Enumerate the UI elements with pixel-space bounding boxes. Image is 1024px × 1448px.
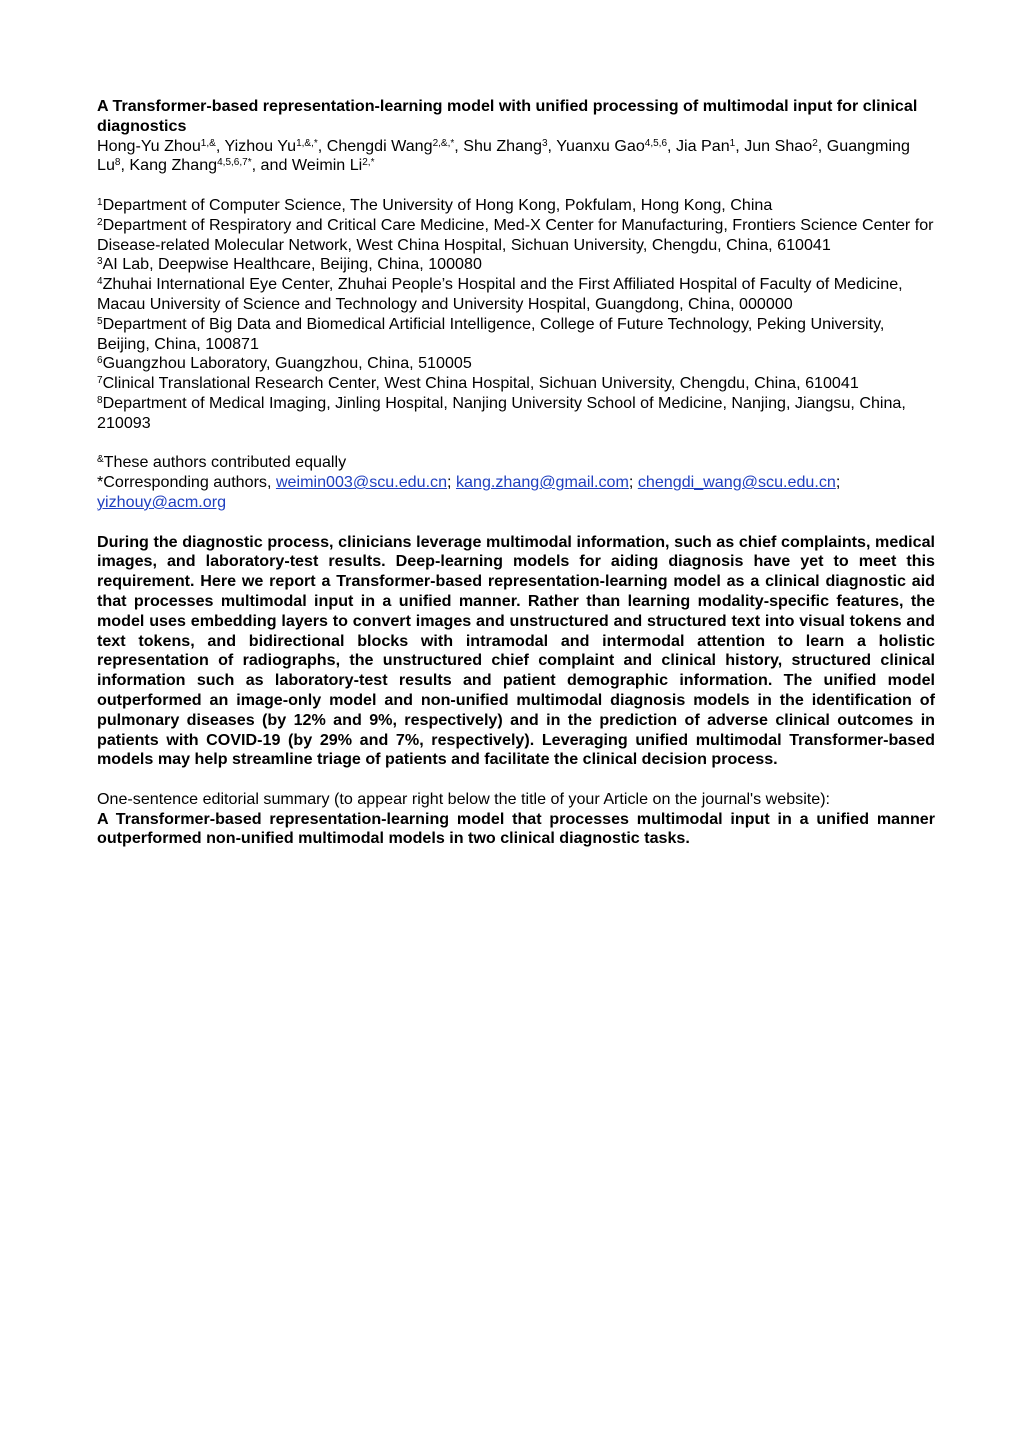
author-2-affil: 1,&,* <box>296 137 318 149</box>
author-10-affil: 2,* <box>362 157 375 169</box>
author-separator: , <box>215 136 225 155</box>
author-8: Guangming Lu <box>97 136 910 175</box>
author-5-affil: 4,5,6 <box>644 137 668 149</box>
affiliation-text: Department of Medical Imaging, Jinling Hospital, Nanjing University School of Medicine, Nanjing, Jiangsu, China, 210093 <box>97 393 906 432</box>
author-9: Kang Zhang <box>129 156 218 175</box>
author-4-affil: 3 <box>541 137 548 149</box>
author-separator: , <box>317 136 327 155</box>
affiliation-number: 7 <box>97 375 103 387</box>
affiliation-3 <box>97 255 935 275</box>
abstract: During the diagnostic process, clinicians leverage multimodal information, such as chief complaints, medical images, and laboratory-test results. Deep-learning models for aiding diagnosis have yet to meet this requirement. Here we report a Transformer-based representation-learning model as a clinical diagnostic aid that processes multimodal input in a unified manner. Rather than learning modality-specific features, the model uses embedding layers to convert images and unstructured and structured text into visual tokens and text tokens, and bidirectional blocks with intramodal and intermodal attention to learn a holistic representation of radiographs, the unstructured chief complaint and clinical history, structured clinical information such as laboratory-test results and patient demographic information. The unified model outperformed an image-only model and non-unified multimodal diagnosis models in the identification of pulmonary diseases (by 12% and 9%, respectively) and in the prediction of adverse clinical outcomes in patients with COVID-19 (by 29% and 7%, respectively). Leveraging unified multimodal Transformer-based models may help streamline triage of patients and facilitate the clinical decision process. <box>97 532 935 769</box>
affiliation-7 <box>97 374 935 394</box>
affiliation-4 <box>97 275 935 315</box>
author-9-affil: 4,5,6,7* <box>217 157 252 169</box>
author-separator: , <box>120 156 130 175</box>
affiliation-number: 3 <box>97 256 103 268</box>
author-1: Hong-Yu Zhou <box>97 136 201 155</box>
affiliation-text: Zhuhai International Eye Center, Zhuhai People’s Hospital and the First Affiliated Hospital of Faculty of Medicine, Macau University of Science and Technology and University Hospital, Guangdong, China, 000000 <box>97 275 903 313</box>
affiliation-number: 2 <box>97 216 103 228</box>
author-5: Yuanxu Gao <box>556 136 645 155</box>
author-6-affil: 1 <box>729 137 736 149</box>
author-7-affil: 2 <box>812 137 818 149</box>
author-3-affil: 2,&,* <box>432 137 455 149</box>
affiliation-number: 8 <box>97 394 103 406</box>
affiliation-list <box>97 196 935 434</box>
affiliation-6 <box>97 354 935 374</box>
affiliation-text: Department of Big Data and Biomedical Artificial Intelligence, College of Future Technology, Peking University, Beijing, China, 100871 <box>97 314 885 353</box>
affiliation-1 <box>97 196 935 216</box>
author-10: Weimin Li <box>291 156 363 175</box>
corresponding-authors-note: *Corresponding authors, weimin003@scu.edu.cn; kang.zhang@gmail.com; chengdi_wang@scu.edu.cn; yizhouy@acm.org <box>97 473 841 511</box>
summary-intro: One-sentence editorial summary (to appear right below the title of your Article on the journal's website): <box>97 789 831 808</box>
author-list <box>97 137 935 177</box>
author-3: Chengdi Wang <box>326 136 433 155</box>
author-separator: , <box>547 136 557 155</box>
equal-contribution-note <box>97 453 935 473</box>
affiliation-8 <box>97 394 935 434</box>
author-1-affil: 1,& <box>200 137 216 149</box>
author-separator: , <box>667 136 676 155</box>
author-6: Jia Pan <box>675 136 730 155</box>
author-8-affil: 8 <box>114 157 121 169</box>
email-link-chengdi[interactable]: chengdi_wang@scu.edu.cn <box>637 473 836 492</box>
author-7: Jun Shao <box>744 136 813 155</box>
affiliation-number: 5 <box>97 315 103 327</box>
email-link-weimin[interactable]: weimin003@scu.edu.cn <box>275 473 448 492</box>
paper-page <box>97 97 935 849</box>
author-separator: , <box>454 136 464 155</box>
affiliation-2 <box>97 216 935 256</box>
affiliation-number: 1 <box>97 196 103 208</box>
author-separator: , and <box>251 156 292 175</box>
author-separator: , <box>817 136 827 155</box>
author-4: Shu Zhang <box>463 136 542 155</box>
equal-contribution-mark: & <box>97 454 104 466</box>
affiliation-5 <box>97 315 935 355</box>
affiliation-text: Guangzhou Laboratory, Guangzhou, China, 510005 <box>102 354 472 373</box>
email-link-kang[interactable]: kang.zhang@gmail.com <box>456 473 629 492</box>
affiliation-number: 4 <box>97 276 103 288</box>
paper-title: A Transformer-based representation-learning model with unified processing of multimodal input for clinical diagnostics <box>97 97 918 135</box>
affiliation-text: Department of Computer Science, The University of Hong Kong, Pokfulam, Hong Kong, China <box>102 195 773 214</box>
affiliation-number: 6 <box>97 355 103 367</box>
affiliation-text: AI Lab, Deepwise Healthcare, Beijing, China, 100080 <box>102 255 482 274</box>
affiliation-text: Department of Respiratory and Critical Care Medicine, Med-X Center for Manufacturing, Frontiers Science Center for Disease-related Molecular Network, West China Hospital, Sichuan University, Chengdu, China, 610041 <box>97 215 934 254</box>
affiliation-text: Clinical Translational Research Center, West China Hospital, Sichuan University, Chengdu, China, 610041 <box>102 374 859 393</box>
corresponding-label: *Corresponding authors, <box>97 473 276 492</box>
email-link-yizhou[interactable]: yizhouy@acm.org <box>97 492 227 511</box>
author-2: Yizhou Yu <box>224 136 297 155</box>
editorial-summary: A Transformer-based representation-learning model that processes multimodal input in a unified manner outperformed non-unified multimodal models in two clinical diagnostic tasks. <box>97 809 935 848</box>
equal-contribution-text: These authors contributed equally <box>103 453 347 472</box>
author-notes <box>97 453 935 512</box>
author-separator: , <box>735 136 745 155</box>
